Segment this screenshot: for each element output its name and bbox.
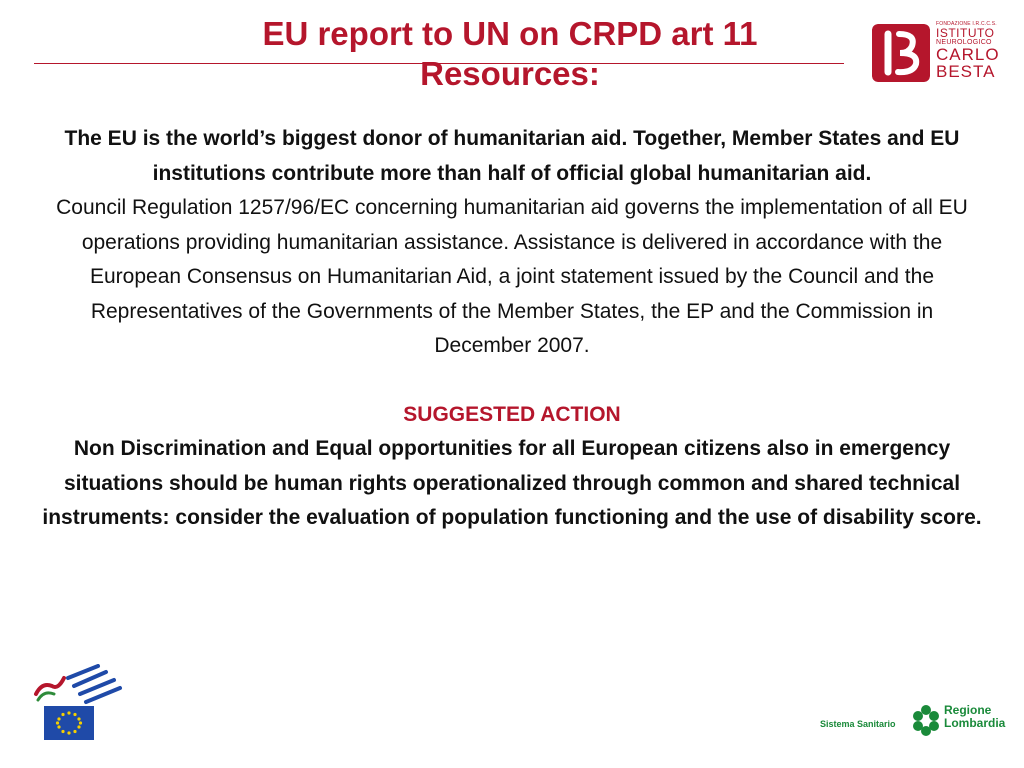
regione-lombardia-text: [944, 704, 1005, 730]
besta-logo-line2: ISTITUTO: [936, 26, 995, 40]
lombardia-rose-icon: [912, 704, 940, 736]
besta-logo-line4: CARLO: [936, 45, 1000, 64]
lombardia-label: Lombardia: [944, 716, 1006, 730]
paragraph-spacer: [40, 364, 984, 398]
besta-logo-mark-icon: [872, 24, 930, 82]
besta-logo-line3: NEUROLOGICO: [936, 39, 992, 46]
regione-label: Regione: [944, 703, 992, 717]
suggested-action-text: Non Discrimination and Equal opportunities for all European citizens also in emergency situations should be human rights operationalized through common and shared technical instruments: consider the evaluation of population functioning and the use of disability score.: [42, 437, 982, 529]
slide-title-line2: Resources:: [420, 55, 600, 92]
slide-body: [40, 122, 984, 536]
humanitarian-aid-summary: The EU is the world’s biggest donor of humanitarian aid. Together, Member States and EU institutions contribute more than half of official global humanitarian aid.: [64, 127, 960, 185]
sistema-sanitario-label: Sistema Sanitario: [820, 719, 896, 729]
besta-logo-line5: BESTA: [936, 62, 996, 81]
slide-title-line1: EU report to UN on CRPD art 11: [262, 15, 758, 52]
besta-logo: [872, 20, 1002, 90]
eu-flag-icon: [28, 664, 124, 744]
besta-logo-text: [936, 22, 1000, 80]
besta-logo-line1: FONDAZIONE I.R.C.C.S.: [936, 21, 997, 27]
eu-project-logo: [28, 664, 124, 744]
council-regulation-paragraph: Council Regulation 1257/96/EC concerning humanitarian aid governs the implementation of all EU operations providing humanitarian assistance. Assistance is delivered in accordance with the European Consensus on Humanitarian Aid, a joint statement issued by the Council and the Representatives of the Governments of the Member States, the EP and the Commission in December 2007.: [56, 196, 968, 357]
title-divider: [34, 63, 844, 64]
regione-lombardia-logo: [820, 702, 1010, 742]
suggested-action-heading: SUGGESTED ACTION: [403, 402, 621, 426]
slide-title: [180, 14, 840, 94]
